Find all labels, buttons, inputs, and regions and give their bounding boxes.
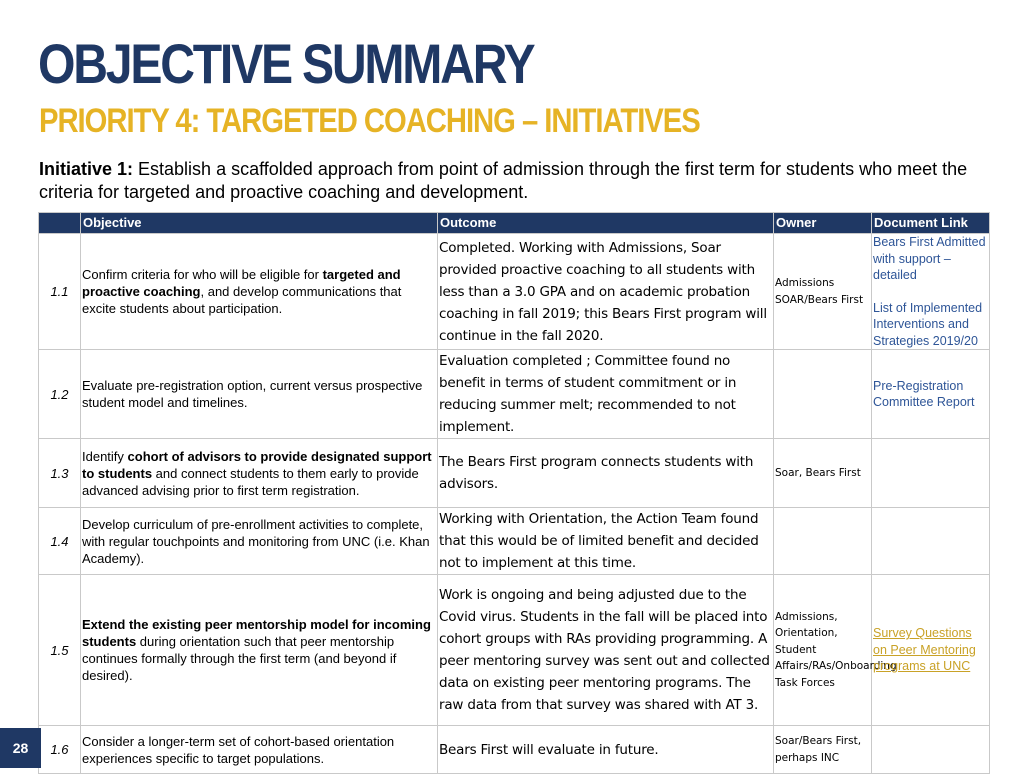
owner-cell [774,234,872,350]
outcome-cell: Work is ongoing and being adjusted due to the Covid virus. Students in the fall will be placed into cohort groups with RAs providing programming. A peer mentoring survey was sent out and collected data on existing peer mentoring programs. The raw data from that survey was shared with AT 3. [438,575,774,726]
objective-text: Confirm criteria for who will be eligible for [82,267,323,282]
header-outcome: Outcome [438,213,774,234]
document-link-cell [872,439,990,508]
objective-text: Evaluate pre-registration option, current versus prospective student model and timelines. [82,378,423,410]
objective-text: , and develop communications that excite students about participation. [82,284,402,316]
document-link-cell [872,508,990,575]
document-link-cell [872,726,990,774]
document-link[interactable]: Bears First Admitted with support – detailed [873,235,986,282]
page-subtitle: PRIORITY 4: TARGETED COACHING – INITIATIVES [39,102,700,140]
document-link[interactable]: Pre-Registration Committee Report [873,378,975,409]
initiative-description [39,158,1009,204]
objective-text: and connect students to them early to provide advanced advising prior to first term registration. [82,465,419,498]
objective-cell [81,508,438,575]
document-link [873,284,988,300]
owner-cell [774,350,872,439]
outcome-cell: Bears First will evaluate in future. [438,726,774,774]
outcome-cell: Completed. Working with Admissions, Soar provided proactive coaching to all students with less than a 3.0 GPA and on academic probation coaching in fall 2019; this Bears First program will continue in the fall 2020. [438,234,774,350]
owner-cell [774,575,897,726]
document-link-cell [872,575,990,726]
document-link-cell [872,350,990,439]
header-owner: Owner [774,213,872,234]
objective-table [38,212,990,774]
document-link-cell [872,234,990,350]
table-row [39,350,990,439]
objective-number: 1.6 [39,726,81,774]
table-row [39,508,990,575]
table-row [39,234,990,350]
objective-bold-text: targeted and proactive coaching [82,267,401,299]
objective-cell [81,234,438,350]
objective-text: Develop curriculum of pre-enrollment activities to complete, with regular touchpoints and monitoring from UNC (i.e. Khan Academy). [82,516,430,566]
objective-cell [81,439,438,508]
objective-number: 1.2 [39,350,81,439]
document-link[interactable]: Survey Questions on Peer Mentoring programs at UNC [873,626,976,674]
objective-cell [81,350,438,439]
page-title: OBJECTIVE SUMMARY [38,32,534,95]
header-number [39,213,81,234]
document-link[interactable]: List of Implemented Interventions and Strategies 2019/20 [873,300,983,348]
objective-number: 1.3 [39,439,81,508]
owner-cell [774,726,872,774]
initiative-label: Initiative 1: [39,159,134,179]
table-row [39,439,990,508]
objective-bold-text: cohort of advisors to provide designated support to students [82,448,432,481]
owner-text: Admissions, Orientation, Student Affairs/RAs/Onboarding Task Forces [775,610,897,689]
owner-cell [774,439,872,508]
header-objective: Objective [81,213,438,234]
outcome-cell: Evaluation completed ; Committee found no benefit in terms of student commitment or in reducing summer melt; recommended to not implement. [438,350,774,439]
objective-number: 1.1 [39,234,81,350]
outcome-cell: Working with Orientation, the Action Team found that this would be of limited benefit and decided not to implement at this time. [438,508,774,575]
objective-number: 1.4 [39,508,81,575]
header-document-link: Document Link [872,213,990,234]
objective-text: Identify [82,448,128,464]
owner-text: Soar, Bears First [775,466,861,479]
owner-text: Soar/Bears First, perhaps INC [775,735,862,764]
owner-cell [774,508,872,575]
table-row [39,575,990,726]
initiative-text: Establish a scaffolded approach from point of admission through the first term for students who meet the criteria for targeted and proactive coaching and development. [39,159,968,202]
objective-bold-text: Extend the existing peer mentorship model for incoming students [82,617,431,649]
outcome-cell: The Bears First program connects students with advisors. [438,439,774,508]
objective-number: 1.5 [39,575,81,726]
objective-text: Consider a longer-term set of cohort-based orientation experiences specific to target populations. [82,733,395,766]
table-header-row [39,213,990,234]
page-number: 28 [0,728,41,768]
table-row [39,726,990,774]
owner-text: Admissions [775,277,835,289]
objective-text: during orientation such that peer mentorship continues formally through the first term (and beyond if desired). [82,634,397,683]
objective-cell [81,726,438,774]
objective-cell [81,575,438,726]
owner-text: SOAR/Bears First [775,293,864,306]
